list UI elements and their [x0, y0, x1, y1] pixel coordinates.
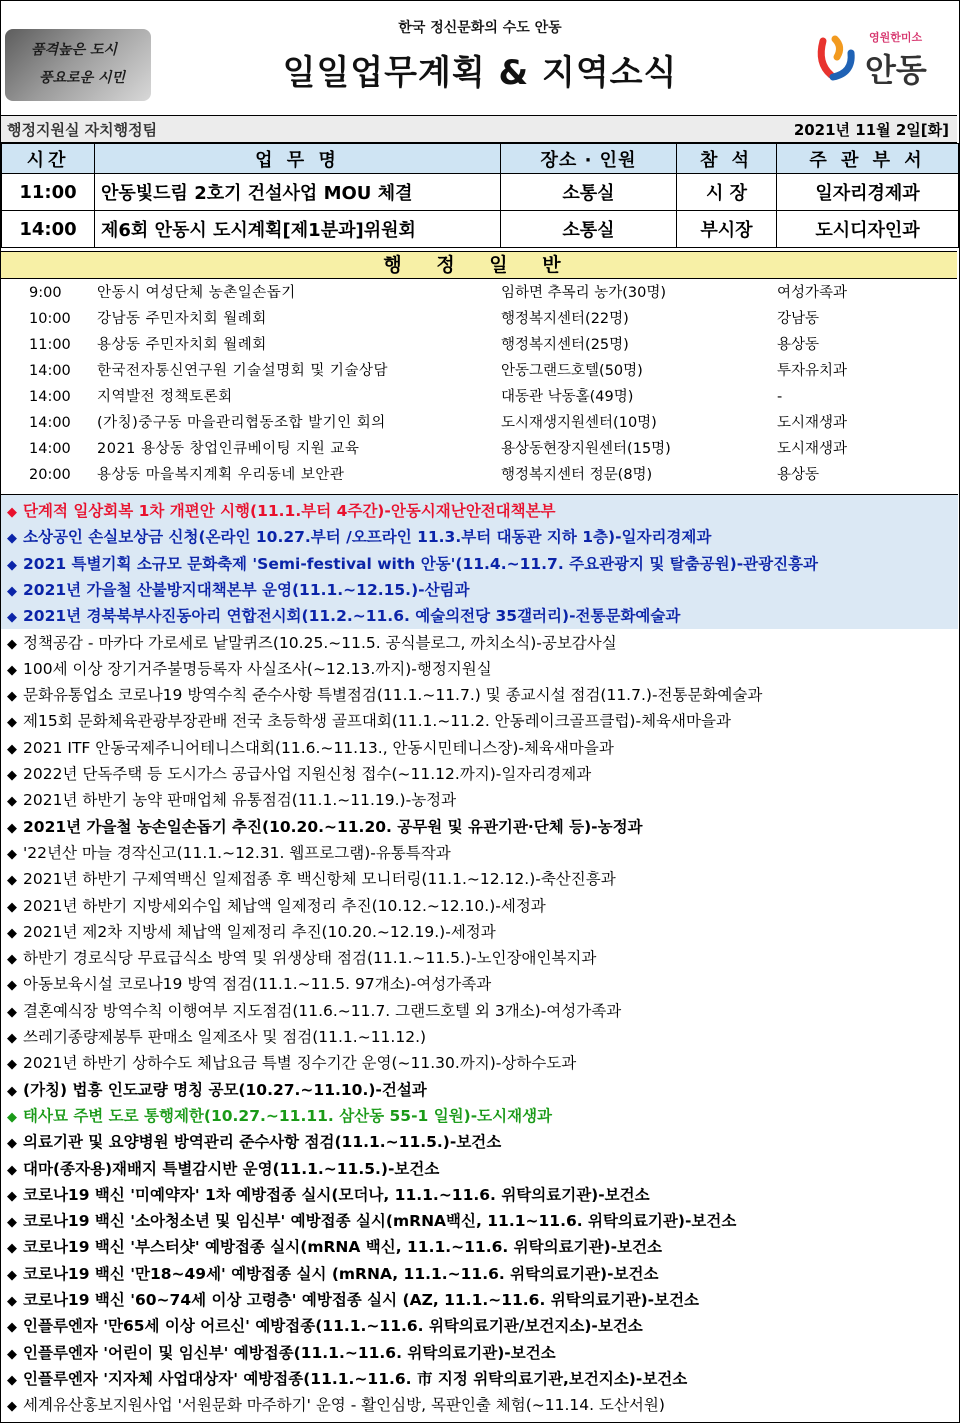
news-text: 2021 ITF 안동국제주니어테니스대회(11.6.~11.13., 안동시민테니스장)-체육새마을과: [23, 738, 614, 757]
news-text: 정책공감 - 마카다 가로세로 낱말퀴즈(10.25.~11.5. 공식블로그, 까치소식)-공보감사실: [23, 633, 617, 652]
andong-logo-icon: [813, 33, 857, 83]
news-text: 인플루엔자 '어린이 및 임신부' 예방접종(11.1.~11.6. 위탁의료기관)-보건소: [23, 1343, 556, 1362]
diamond-bullet-icon: ◆: [7, 1294, 17, 1309]
schedule-time: 11:00: [2, 174, 95, 211]
news-item: [7, 577, 470, 603]
general-place: 도시재생지원센터(10명): [501, 415, 657, 431]
diamond-bullet-icon: ◆: [7, 505, 17, 520]
news-text: 소상공인 손실보상금 신청(온라인 10.27.부터 /오프라인 11.3.부터 대동관 지하 1층)-일자리경제과: [23, 528, 712, 547]
general-title: (가칭)중구동 마을관리협동조합 발기인 회의: [97, 415, 386, 431]
news-text: 하반기 경로식당 무료급식소 방역 및 위생상태 점검(11.1.~11.5.)-노인장애인복지과: [23, 949, 597, 968]
diamond-bullet-icon: ◆: [7, 662, 17, 678]
logo-tagline: 영원한미소: [869, 31, 923, 44]
news-item: [7, 682, 762, 708]
general-dept: 도시재생과: [777, 415, 848, 431]
diamond-bullet-icon: ◆: [7, 768, 17, 783]
slogan-line-2: 풍요로운 시민: [39, 70, 126, 86]
news-text: 2021 특별기획 소규모 문화축제 'Semi-festival with 안동'(11.4.~11.7. 주요관광지 및 탈춤공원)-관광진흥과: [23, 554, 819, 573]
department-bar: [1, 115, 957, 143]
news-item: [7, 1024, 426, 1050]
general-title: 지역발전 정책토론회: [97, 389, 233, 405]
news-text: 2021년 가을철 농손일손돕기 추진(10.20.~11.20. 공무원 및 유관기관·단체 등)-농정과: [23, 817, 643, 836]
news-text: 코로나19 백신 '미예약자' 1차 예방접종 실시(모더나, 11.1.~11.6. 위탁의료기관)-보건소: [23, 1185, 650, 1204]
general-title: 2021 용상동 창업인큐베이팅 지원 교육: [97, 441, 360, 457]
news-item: [7, 656, 492, 682]
diamond-bullet-icon: ◆: [7, 557, 17, 573]
diamond-bullet-icon: ◆: [7, 1004, 17, 1020]
news-text: 2021년 제2차 지방세 체납액 일제정리 추진(10.20.~12.19.)-세정과: [23, 922, 496, 941]
news-text: 아동보육시설 코로나19 방역 점검(11.1.~11.5. 97개소)-여성가족과: [23, 975, 492, 994]
diamond-bullet-icon: ◆: [7, 610, 17, 626]
news-text: 코로나19 백신 '만18~49세' 예방접종 실시 (mRNA, 11.1.~11.6. 위탁의료기관)-보건소: [23, 1264, 659, 1283]
diamond-bullet-icon: ◆: [7, 689, 17, 705]
schedule-dept: 도시디자인과: [777, 211, 959, 248]
header-task: 업 무 명: [95, 144, 501, 174]
general-dept: 용상동: [777, 467, 820, 483]
news-text: 단계적 일상회복 1차 개편안 시행(11.1.부터 4주간)-안동시재난안전대책본부: [23, 502, 556, 520]
news-text: 2021년 경북북부사진동아리 연합전시회(11.2.~11.6. 예술의전당 35갤러리)-전통문화예술과: [23, 607, 681, 626]
logo-city-name: 안동: [865, 51, 927, 89]
news-text: 의료기관 및 요양병원 방역관리 준수사항 점검(11.1.~11.5.)-보건소: [23, 1133, 502, 1152]
news-item: [7, 1392, 665, 1418]
news-text: 2021년 하반기 지방세외수입 체납액 일제정리 추진(10.12.~12.10.)-세정과: [23, 896, 546, 915]
header-place: 장소 · 인원: [501, 144, 677, 174]
news-item: [7, 1077, 427, 1103]
general-dept: 용상동: [777, 337, 820, 353]
header-dept: 주 관 부 서: [777, 144, 959, 174]
news-text: 쓰레기종량제봉투 판매소 일제조사 및 점검(11.1.~11.12.): [23, 1028, 427, 1046]
news-item: [7, 498, 556, 524]
news-item: [7, 866, 616, 892]
news-item: [7, 1129, 501, 1155]
news-item: [7, 1103, 552, 1129]
news-item: [7, 787, 456, 813]
diamond-bullet-icon: ◆: [7, 1215, 17, 1231]
general-place: 임하면 추목리 농가(30명): [501, 285, 667, 301]
schedule-time: 14:00: [2, 211, 95, 248]
diamond-bullet-icon: ◆: [7, 873, 17, 889]
general-admin-list: [1, 280, 958, 490]
schedule-header-row: [2, 144, 959, 174]
general-row: [1, 462, 958, 488]
diamond-bullet-icon: ◆: [7, 741, 17, 757]
news-text: 2022년 단독주택 등 도시가스 공급사업 지원신청 접수(~11.12.까지)-일자리경제과: [23, 765, 592, 783]
news-text: 2021년 하반기 구제역백신 일제접종 후 백신항체 모니터링(11.1.~12.12.)-축산진흥과: [23, 870, 616, 889]
news-item: [7, 761, 591, 787]
header-attendee: 참 석: [677, 144, 777, 174]
schedule-place: 소통실: [501, 174, 677, 211]
general-title: 한국전자통신연구원 기술설명회 및 기술상담: [97, 363, 388, 379]
news-text: 태사묘 주변 도로 통행제한(10.27.~11.11. 삼산동 55-1 일원)-도시재생과: [23, 1106, 553, 1125]
news-item: [7, 1366, 687, 1392]
news-text: 100세 이상 장기거주불명등록자 사실조사(~12.13.까지)-행정지원실: [23, 659, 492, 678]
general-place: 행정복지센터(25명): [501, 337, 629, 353]
news-text: 코로나19 백신 '소아청소년 및 임신부' 예방접종 실시(mRNA백신, 11.1~11.6. 위탁의료기관)-보건소: [23, 1212, 737, 1231]
news-item: [7, 524, 711, 550]
news-text: 코로나19 백신 '60~74세 이상 고령층' 예방접종 실시 (AZ, 11.1.~11.6. 위탁의료기관)-보건소: [23, 1291, 700, 1309]
local-news-section: [1, 494, 958, 1421]
news-text: 코로나19 백신 '부스터샷' 예방접종 실시(mRNA 백신, 11.1.~11.6. 위탁의료기관)-보건소: [23, 1238, 662, 1257]
news-text: (가칭) 법흥 인도교량 명칭 공모(10.27.~11.10.)-건설과: [23, 1080, 427, 1099]
general-place: 안동그랜드호텔(50명): [501, 363, 643, 379]
news-item: [7, 971, 491, 997]
general-place: 대동관 낙동홀(49명): [501, 389, 634, 405]
general-time: 20:00: [29, 467, 71, 483]
general-row: [1, 410, 958, 436]
general-dept: 투자유치과: [777, 363, 848, 379]
diamond-bullet-icon: ◆: [7, 1057, 17, 1073]
general-title: 안동시 여성단체 농촌일손돕기: [97, 285, 296, 301]
diamond-bullet-icon: ◆: [7, 1031, 17, 1046]
general-place: 행정복지센터(22명): [501, 311, 629, 327]
general-time: 9:00: [29, 285, 62, 301]
slogan-line-1: 품격높은 도시: [31, 42, 118, 58]
general-place: 용상동현장지원센터(15명): [501, 441, 671, 457]
diamond-bullet-icon: ◆: [7, 1320, 17, 1336]
general-row: [1, 280, 958, 306]
news-item: [7, 814, 643, 840]
news-text: 제15회 문화체육관광부장관배 전국 초등학생 골프대회(11.1.~11.2. 안동레이크골프클럽)-체육새마을과: [23, 712, 731, 731]
news-text: 문화유통업소 코로나19 방역수칙 준수사항 특별점검(11.1.~11.7.) 및 종교시설 점검(11.7.)-전통문화예술과: [23, 686, 763, 705]
schedule-attendee: 부시장: [677, 211, 777, 248]
news-item: [7, 945, 596, 971]
general-time: 11:00: [29, 337, 71, 353]
general-time: 14:00: [29, 441, 71, 457]
schedule-attendee: 시 장: [677, 174, 777, 211]
diamond-bullet-icon: ◆: [7, 978, 17, 994]
news-item: [7, 603, 680, 629]
diamond-bullet-icon: ◆: [7, 1346, 17, 1362]
diamond-bullet-icon: ◆: [7, 925, 17, 941]
general-admin-heading: 행 정 일 반: [1, 251, 957, 279]
news-text: 2021년 가을철 산불방지대책본부 운영(11.1.~12.15.)-산림과: [23, 580, 470, 599]
schedule-title: 제6회 안동시 도시계획[제1분과]위원회: [95, 211, 501, 248]
news-text: 결혼예식장 방역수칙 이행여부 지도점검(11.6.~11.7. 그랜드호텔 외 3개소)-여성가족과: [23, 1001, 622, 1020]
diamond-bullet-icon: ◆: [7, 899, 17, 915]
news-item: [7, 1050, 576, 1076]
general-time: 10:00: [29, 311, 71, 327]
news-text: 인플루엔자 '지자체 사업대상자' 예방접종(11.1.~11.6. 市 지정 위탁의료기관,보건지소)-보건소: [23, 1369, 688, 1388]
news-item: [7, 1340, 556, 1366]
news-item: [7, 1182, 650, 1208]
general-row: [1, 384, 958, 410]
diamond-bullet-icon: ◆: [7, 952, 17, 968]
general-time: 14:00: [29, 363, 71, 379]
page-title: 일일업무계획 & 지역소식: [282, 53, 678, 93]
news-text: 세계유산홍보지원사업 '서원문화 마주하기' 운영 - 활인심방, 목판인출 체험(~11.14. 도산서원): [23, 1396, 665, 1415]
diamond-bullet-icon: ◆: [7, 1267, 17, 1283]
diamond-bullet-icon: ◆: [7, 715, 17, 731]
andong-logo: [807, 25, 947, 89]
general-row: [1, 306, 958, 332]
news-item: [7, 1313, 643, 1339]
news-item: [7, 1261, 658, 1287]
general-dept: -: [777, 389, 783, 405]
diamond-bullet-icon: ◆: [7, 1241, 17, 1257]
header: [1, 1, 959, 113]
general-dept: 도시재생과: [777, 441, 848, 457]
news-item: [7, 1156, 439, 1182]
report-date: 2021년 11월 2일[화]: [793, 121, 949, 139]
schedule-table: [1, 143, 959, 248]
diamond-bullet-icon: ◆: [7, 1083, 17, 1099]
schedule-row: [2, 174, 959, 211]
news-item: [7, 893, 546, 919]
news-item: [7, 919, 496, 945]
general-place: 행정복지센터 정문(8명): [501, 467, 653, 483]
general-title: 용상동 주민자치회 월례회: [97, 337, 267, 353]
news-item: [7, 840, 451, 866]
diamond-bullet-icon: ◆: [7, 1399, 17, 1415]
news-item: [7, 1287, 699, 1313]
schedule-title: 안동빛드림 2호기 건설사업 MOU 체결: [95, 174, 501, 211]
diamond-bullet-icon: ◆: [7, 1162, 17, 1178]
general-time: 14:00: [29, 415, 71, 431]
schedule-dept: 일자리경제과: [777, 174, 959, 211]
news-item: [7, 551, 818, 577]
news-item: [7, 998, 621, 1024]
news-item: [7, 735, 614, 761]
diamond-bullet-icon: ◆: [7, 1372, 17, 1388]
news-text: 2021년 하반기 상하수도 체납요금 특별 징수기간 운영(~11.30.까지)-상하수도과: [23, 1054, 577, 1073]
general-dept: 여성가족과: [777, 285, 848, 301]
diamond-bullet-icon: ◆: [7, 531, 17, 547]
header-time: 시간: [2, 144, 95, 174]
diamond-bullet-icon: ◆: [7, 1188, 17, 1204]
general-row: [1, 332, 958, 358]
diamond-bullet-icon: ◆: [7, 1136, 17, 1152]
general-row: [1, 358, 958, 384]
news-item: [7, 1234, 662, 1260]
news-item: [7, 708, 731, 734]
news-item: [7, 1208, 736, 1234]
diamond-bullet-icon: ◆: [7, 583, 17, 599]
diamond-bullet-icon: ◆: [7, 636, 17, 652]
general-title: 용상동 마을복지계획 우리동네 보안관: [97, 467, 345, 483]
general-title: 강남동 주민자치회 월례회: [97, 311, 267, 327]
diamond-bullet-icon: ◆: [7, 1109, 17, 1125]
schedule-place: 소통실: [501, 211, 677, 248]
diamond-bullet-icon: ◆: [7, 794, 17, 810]
diamond-bullet-icon: ◆: [7, 820, 17, 836]
general-time: 14:00: [29, 389, 71, 405]
news-item: [7, 630, 617, 656]
news-text: 2021년 하반기 농약 판매업체 유통점검(11.1.~11.19.)-농정과: [23, 791, 457, 810]
diamond-bullet-icon: ◆: [7, 846, 17, 862]
news-text: 인플루엔자 '만65세 이상 어르신' 예방접종(11.1.~11.6. 위탁의료기관/보건지소)-보건소: [23, 1317, 643, 1336]
subtitle: 한국 정신문화의 수도 안동: [398, 20, 562, 36]
schedule-row: [2, 211, 959, 248]
news-text: 대마(종자용)재배지 특별감시반 운영(11.1.~11.5.)-보건소: [23, 1159, 440, 1178]
general-dept: 강남동: [777, 311, 820, 327]
general-row: [1, 436, 958, 462]
department-name: 행정지원실 자치행정팀: [7, 121, 158, 139]
news-text: '22년산 마늘 경작신고(11.1.~12.31. 웹프로그램)-유통특작과: [23, 843, 451, 862]
